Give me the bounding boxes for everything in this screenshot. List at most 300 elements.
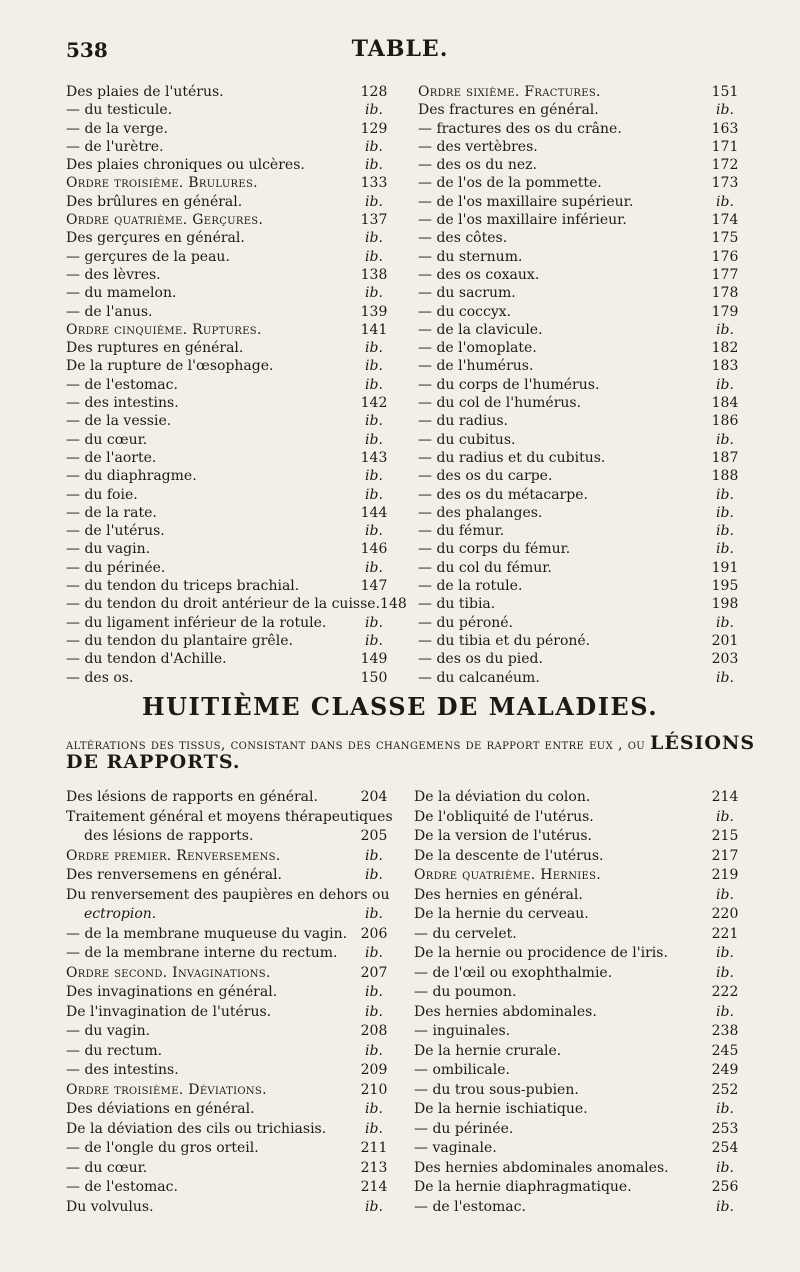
entry-title: Des hernies abdominales anomales. [414,1159,669,1176]
index-entry [414,1082,748,1102]
entry-title: — du coccyx. [418,303,512,320]
subtitle-conj: ou [627,737,646,753]
index-entry [418,322,748,340]
entry-title: — de la membrane interne du rectum. [66,945,338,961]
entry-page: 133 [360,175,388,192]
entry-title: — du radius. [418,413,509,430]
index-entry [66,1179,396,1199]
entry-page: 142 [360,395,388,412]
subtitle-lesions: LÉSIONS [649,732,756,754]
entry-page: 143 [360,449,388,466]
index-entry [418,578,748,596]
entry-page: 151 [711,84,739,100]
entry-title: Ordre troisième. Déviations. [66,1081,267,1098]
index-entry [66,1140,396,1160]
index-entry [66,1101,396,1121]
entry-title: — des os du métacarpe. [418,486,588,503]
entry-title: — de l'aorte. [66,449,157,466]
entry-title: — du cœur. [66,431,148,448]
index-entry [66,84,396,102]
entry-title: — du corps du fémur. [418,541,571,558]
entry-title: — du calcanéum. [418,669,540,686]
index-entry [418,230,748,248]
index-entry [66,615,396,633]
entry-page: 254 [711,1140,739,1156]
entry-title: — des lèvres. [66,266,161,283]
entry-title: — du tendon du plantaire grêle. [66,632,293,649]
entry-title: — des côtes. [418,230,508,247]
entry-title: — de l'humérus. [418,358,534,375]
entry-title: De la déviation des cils ou trichiasis. [66,1120,327,1137]
entry-page: 174 [711,212,739,229]
entry-page: 222 [711,984,739,1000]
index-entry [418,432,748,450]
entry-page: ib. [365,1003,383,1020]
entry-page: 195 [711,578,739,595]
entry-page: 148 [380,596,407,613]
entry-title: — de l'estomac. [66,1179,178,1195]
index-entry [414,887,748,907]
entry-page: ib. [716,1198,734,1215]
entry-title: — du rectum. [66,1042,163,1059]
entry-title: — du mamelon. [66,285,177,302]
entry-title: — du tibia. [418,596,496,613]
entry-page: ib. [716,523,734,540]
entry-page: 256 [711,1179,739,1195]
index-entry [66,175,396,193]
entry-page: ib. [365,523,383,540]
entry-page: 238 [711,1023,739,1039]
entry-title: Des invaginations en général. [66,984,278,1000]
entry-title: De la déviation du colon. [414,789,591,805]
entry-page: ib. [365,358,383,375]
entry-title: Des plaies de l'utérus. [66,84,224,100]
entry-title: — du radius et du cubitus. [418,449,606,466]
entry-page: 144 [360,504,388,521]
entry-page: ib. [365,431,383,448]
entry-title: — des os du nez. [418,157,537,174]
index-entry [414,1121,748,1141]
entry-page: 186 [711,413,739,430]
index-entry [66,212,396,230]
entry-page: 147 [360,578,388,595]
index-entry [66,848,396,868]
entry-page: 208 [360,1023,388,1039]
entry-page: ib. [365,285,383,302]
entry-page: 207 [360,964,388,981]
index-entry [414,906,748,926]
entry-page: 220 [711,906,739,922]
entry-page: 171 [711,138,739,155]
entry-page: 184 [711,395,739,412]
entry-page: ib. [716,321,734,338]
index-entry [418,84,748,102]
entry-title: De l'invagination de l'utérus. [66,1003,272,1020]
entry-page: ib. [365,468,383,485]
entry-title: des lésions de rapports. [84,828,254,844]
subtitle-second-line: DE RAPPORTS. [66,751,241,773]
entry-title: — du corps de l'humérus. [418,376,600,393]
index-entry [418,139,748,157]
entry-page: ib. [716,431,734,448]
index-entry [66,322,396,340]
index-entry [66,249,396,267]
entry-title: De la hernie crurale. [414,1042,562,1059]
index-entry [414,984,748,1004]
index-entry [414,1179,748,1199]
entry-page: ib. [365,945,383,961]
index-entry [66,926,396,946]
index-entry [414,867,748,887]
entry-page: ib. [365,1101,383,1117]
entry-page: 210 [360,1081,388,1098]
entry-title: — de la rate. [66,504,157,521]
entry-title: — des phalanges. [418,504,543,521]
running-title: TABLE. [351,36,449,62]
entry-title: — du cubitus. [418,431,516,448]
entry-page: 163 [711,120,739,137]
entry-page: ib. [365,248,383,265]
index-entry [66,789,396,809]
entry-title: — de la verge. [66,120,169,137]
entry-title: Ordre troisième. Brulures. [66,175,258,192]
index-entry [418,157,748,175]
entry-page: ib. [716,504,734,521]
index-entry [414,1199,748,1219]
index-column-top-left [66,84,407,688]
entry-title: De la hernie ischiatique. [414,1101,588,1117]
entry-page: ib. [365,906,383,922]
entry-title: — des os coxaux. [418,266,540,283]
index-entry [66,139,396,157]
index-entry [418,121,748,139]
entry-page: 252 [711,1081,739,1098]
entry-page: ib. [716,376,734,393]
index-entry [66,505,396,523]
entry-page: 129 [360,120,388,137]
index-entry [418,450,748,468]
index-entry [66,1160,396,1180]
entry-page: ib. [716,669,734,686]
entry-page: 173 [711,175,739,192]
index-entry [66,906,396,926]
index-column-bottom-right [414,789,748,1218]
index-entry [66,1082,396,1102]
entry-page: ib. [716,1159,734,1176]
entry-page: 205 [360,828,388,844]
index-entry [66,468,396,486]
entry-page: 128 [360,84,388,100]
entry-title: — de l'anus. [66,303,153,320]
index-entry [66,1023,396,1043]
entry-page: 139 [360,303,388,320]
index-entry [66,1062,396,1082]
entry-page: ib. [716,945,734,961]
index-entry [66,523,396,541]
entry-page: 198 [711,596,739,613]
index-entry [66,651,396,669]
index-entry [66,887,396,907]
entry-title: — du vagin. [66,1023,151,1039]
entry-page: ib. [365,193,383,210]
index-entry [418,395,748,413]
entry-title: Du volvulus. [66,1198,154,1215]
entry-page: 183 [711,358,739,375]
entry-title: — du poumon. [414,984,517,1000]
index-entry [414,1004,748,1024]
entry-title: — de l'urètre. [66,138,164,155]
entry-title: Ordre second. Invaginations. [66,964,271,981]
entry-title: — des intestins. [66,1062,179,1078]
entry-page: ib. [365,138,383,155]
entry-title: — de l'os maxillaire supérieur. [418,193,634,210]
entry-page: 206 [360,925,388,942]
index-entry [66,560,396,578]
entry-title: — de l'os de la pommette. [418,175,602,192]
entry-title: — de l'œil ou exophthalmie. [414,964,613,981]
index-entry [418,249,748,267]
subtitle-lead: altérations des tissus, consistant dans des changemens de rapport entre eux , [66,737,623,753]
index-entry [66,121,396,139]
entry-title: Traitement général et moyens thérapeutiques [66,808,393,825]
entry-title: Ordre quatrième. Gerçures. [66,212,264,229]
entry-title: — du péroné. [418,614,513,631]
index-entry [418,285,748,303]
index-entry [66,285,396,303]
index-entry [66,945,396,965]
index-entry [66,230,396,248]
entry-title: — des os du pied. [418,651,543,668]
entry-page: 214 [711,789,739,805]
index-entry [414,945,748,965]
entry-page: ib. [365,1120,383,1137]
entry-title: — du col du fémur. [418,559,552,576]
index-column-top-right [418,84,748,688]
index-entry [66,1121,396,1141]
index-entry [66,596,407,614]
entry-title: Des hernies en général. [414,886,583,903]
entry-page: ib. [716,193,734,210]
index-entry [418,212,748,230]
entry-title: — du col de l'humérus. [418,395,582,412]
index-entry [66,809,396,829]
index-entry [414,926,748,946]
entry-page: 177 [711,266,739,283]
entry-title: Du renversement des paupières en dehors ou [66,886,390,903]
entry-title: De la hernie ou procidence de l'iris. [414,945,668,961]
index-entry [414,1043,748,1063]
entry-title: — des vertèbres. [418,138,538,155]
index-entry [66,358,396,376]
entry-page: 217 [711,847,739,864]
entry-page: ib. [365,102,383,119]
entry-page: ib. [365,1198,383,1215]
index-entry [66,102,396,120]
index-entry [66,377,396,395]
index-entry [418,633,748,651]
entry-page: 146 [360,541,388,558]
entry-title: De la rupture de l'œsophage. [66,358,274,375]
entry-page: 149 [360,651,388,668]
entry-page: 213 [360,1159,388,1176]
entry-page: 191 [711,559,739,576]
entry-page: 182 [711,340,739,357]
entry-page: 176 [711,248,739,265]
entry-title: — du diaphragme. [66,468,197,485]
entry-title: De l'obliquité de l'utérus. [414,808,594,825]
entry-title: Des renversemens en général. [66,867,282,883]
index-entry [66,395,396,413]
entry-page: 203 [711,651,739,668]
index-entry [418,194,748,212]
index-entry [414,965,748,985]
entry-page: 137 [360,212,388,229]
entry-title: ectropion. [84,906,157,922]
index-entry [414,789,748,809]
index-entry [418,670,748,688]
entry-title: — gerçures de la peau. [66,248,230,265]
index-entry [418,358,748,376]
entry-page: 178 [711,285,739,302]
index-entry [414,848,748,868]
index-entry [414,1101,748,1121]
index-entry [418,651,748,669]
index-entry [66,633,396,651]
index-entry [418,377,748,395]
index-entry [418,267,748,285]
entry-title: — de la clavicule. [418,321,543,338]
entry-page: ib. [365,340,383,357]
entry-page: ib. [365,614,383,631]
index-entry [414,1062,748,1082]
entry-title: — du cervelet. [414,925,517,942]
entry-title: — du ligament inférieur de la rotule. [66,614,327,631]
index-entry [414,809,748,829]
entry-title: — fractures des os du crâne. [418,120,622,137]
index-entry [66,1199,396,1219]
entry-page: 175 [711,230,739,247]
entry-title: — du trou sous-pubien. [414,1081,579,1098]
entry-title: De la hernie diaphragmatique. [414,1179,632,1195]
entry-page: ib. [716,614,734,631]
entry-page: ib. [716,486,734,503]
entry-title: — vaginale. [414,1140,497,1156]
entry-title: — des os du carpe. [418,468,553,485]
entry-page: ib. [365,157,383,174]
entry-title: Des gerçures en général. [66,230,245,247]
entry-title: — des intestins. [66,395,179,412]
entry-title: — du cœur. [66,1159,148,1176]
entry-page: ib. [365,376,383,393]
entry-page: ib. [365,230,383,247]
entry-page: ib. [716,102,734,119]
entry-page: 214 [360,1179,388,1195]
entry-page: 204 [360,789,388,805]
index-entry [418,175,748,193]
entry-title: Des ruptures en général. [66,340,244,357]
entry-title: — du fémur. [418,523,505,540]
index-entry [66,450,396,468]
index-entry [66,1004,396,1024]
index-entry [418,596,748,614]
index-entry [66,670,396,688]
entry-title: — du tibia et du péroné. [418,632,591,649]
index-entry [66,304,396,322]
entry-page: 141 [360,321,388,338]
entry-page: ib. [716,808,734,825]
index-entry [66,578,396,596]
index-entry [414,1023,748,1043]
entry-title: — du tendon d'Achille. [66,651,227,668]
entry-page: 172 [711,157,739,174]
index-entry [66,541,396,559]
entry-page: ib. [365,847,383,864]
entry-page: 138 [360,266,388,283]
entry-page: 211 [360,1140,388,1156]
entry-title: — du périnée. [414,1120,514,1137]
entry-page: 221 [711,925,739,942]
entry-title: — de la vessie. [66,413,172,430]
index-entry [66,867,396,887]
index-entry [418,523,748,541]
entry-title: — du tendon du droit antérieur de la cuisse. [66,596,381,613]
index-entry [418,487,748,505]
entry-page: 150 [360,669,388,686]
entry-title: Des fractures en général. [418,102,599,119]
entry-page: 249 [711,1062,739,1078]
entry-title: — de l'utérus. [66,523,165,540]
entry-title: — du vagin. [66,541,151,558]
index-entry [418,615,748,633]
entry-page: ib. [716,541,734,558]
entry-title: — du foie. [66,486,138,503]
index-entry [414,828,748,848]
entry-title: — du périnée. [66,559,166,576]
entry-title: Ordre sixième. Fractures. [418,84,601,100]
index-entry [66,828,396,848]
index-entry [418,340,748,358]
entry-page: 215 [711,828,739,844]
entry-page: ib. [365,867,383,883]
entry-title: — du tendon du triceps brachial. [66,578,300,595]
index-entry [418,560,748,578]
entry-title: De la descente de l'utérus. [414,847,604,864]
entry-page: ib. [365,1042,383,1059]
entry-page: ib. [716,964,734,981]
entry-page: 219 [711,867,739,883]
entry-title: De la version de l'utérus. [414,828,592,844]
index-entry [66,340,396,358]
index-entry [418,413,748,431]
class-heading: HUITIÈME CLASSE DE MALADIES. [141,692,659,721]
entry-page: 253 [711,1120,739,1137]
index-entry [66,487,396,505]
entry-title: — de l'estomac. [414,1198,526,1215]
entry-page: 245 [711,1042,739,1059]
entry-title: — de la membrane muqueuse du vagin. [66,925,348,942]
entry-title: — de l'estomac. [66,376,178,393]
entry-title: Des brûlures en général. [66,193,243,210]
class-subtitle [66,732,756,773]
entry-page: ib. [365,486,383,503]
entry-title: — ombilicale. [414,1062,510,1078]
entry-title: De la hernie du cerveau. [414,906,589,922]
entry-title: Ordre quatrième. Hernies. [414,867,602,883]
entry-title: — de l'ongle du gros orteil. [66,1140,259,1156]
index-entry [66,432,396,450]
entry-title: — de l'omoplate. [418,340,537,357]
index-entry [66,1043,396,1063]
